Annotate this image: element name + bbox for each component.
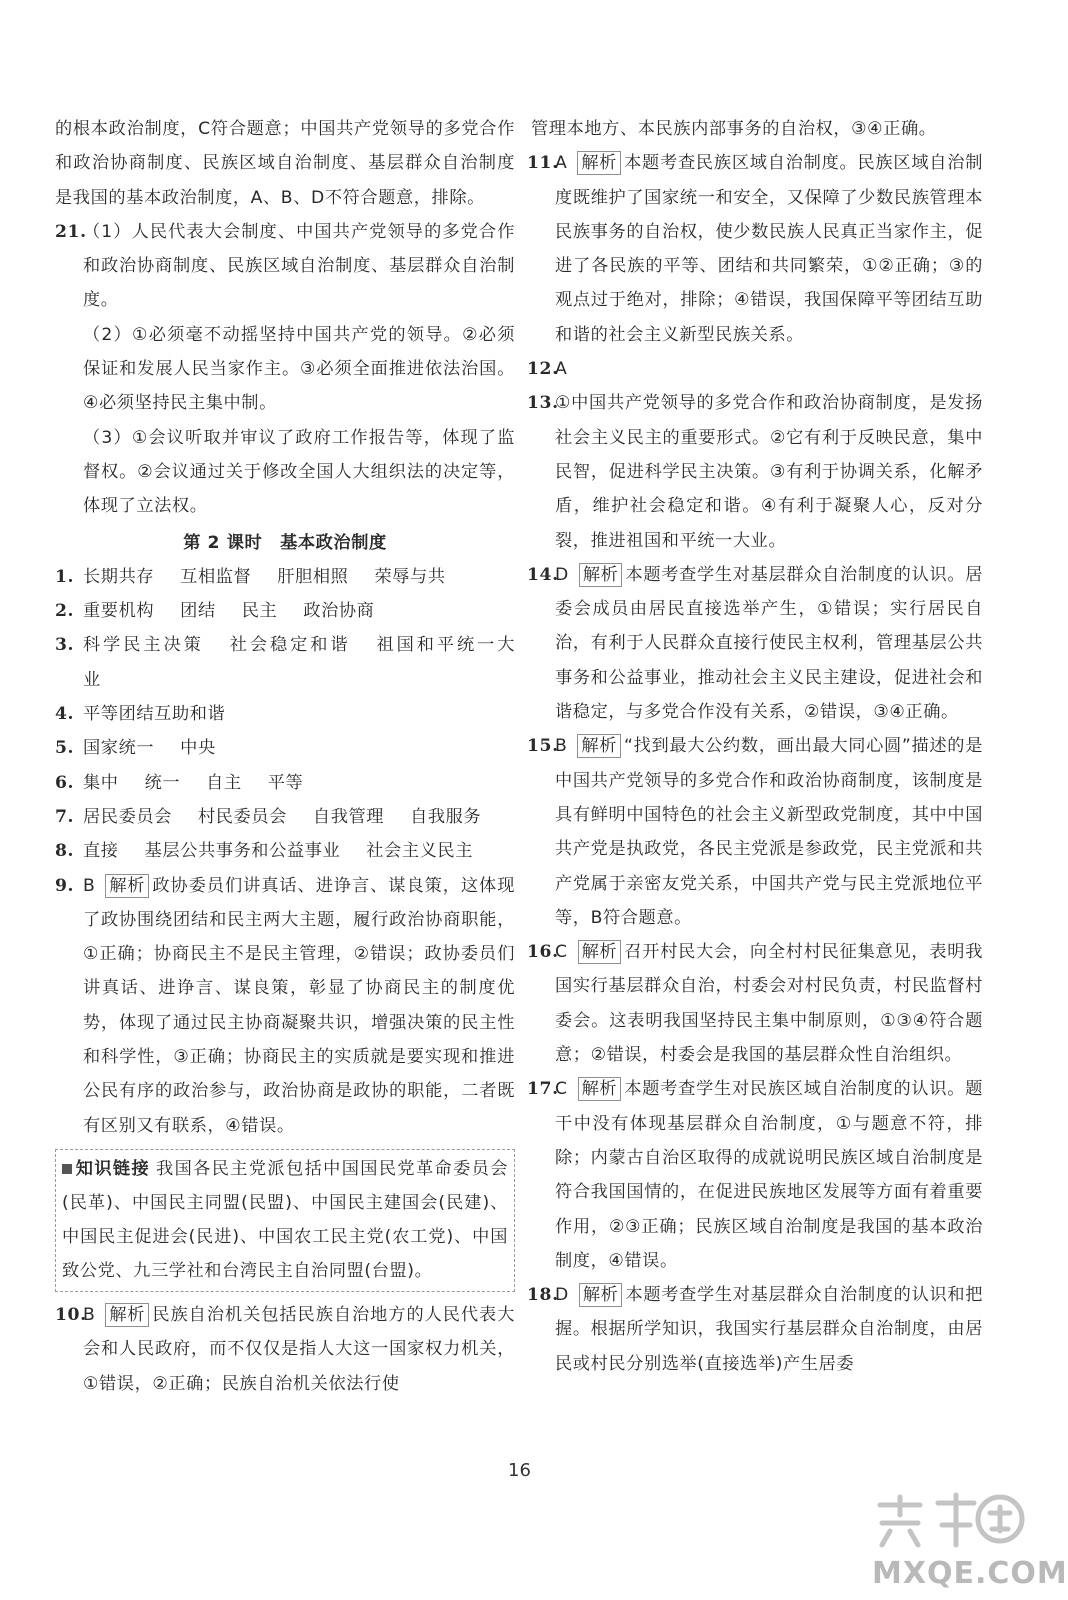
fill-answer: 科学民主决策 xyxy=(83,635,204,656)
fill-answer: 社会主义民主 xyxy=(366,841,473,862)
question-number: 4. xyxy=(55,704,75,725)
analysis-tag: 解析 xyxy=(105,874,149,898)
fill-answer: 中央 xyxy=(180,738,216,759)
analysis-tag: 解析 xyxy=(577,734,621,758)
answer-letter: B xyxy=(555,736,568,757)
question-11 xyxy=(527,146,983,352)
question-number: 1. xyxy=(55,566,75,587)
question-14 xyxy=(527,558,983,729)
fill-answer-item xyxy=(55,594,515,628)
analysis-tag: 解析 xyxy=(578,940,622,964)
left-column xyxy=(55,112,515,1401)
continued-text: 管理本地方、本民族内部事务的自治权，③④正确。 xyxy=(531,119,937,139)
question-10 xyxy=(55,1298,515,1401)
fill-answer-item xyxy=(55,731,515,765)
question-number: 13. xyxy=(527,393,559,414)
analysis-tag: 解析 xyxy=(577,151,621,175)
continued-text: 的根本政治制度，C符合题意；中国共产党领导的多党合作和政治协商制度、民族区域自治制度、基层群众自治制度是我国的基本政治制度，A、B、D不符合题意，排除。 xyxy=(55,119,515,208)
answer-letter: D xyxy=(555,564,569,585)
question-15 xyxy=(527,729,983,935)
page-number: 16 xyxy=(508,1460,531,1481)
answer-letter: D xyxy=(555,1285,569,1306)
analysis-text: 本题考查民族区域自治制度。民族区域自治制度既维护了国家统一和安全，又保障了少数民族管理本民族事务的自治权，使少数民族人民真正当家作主，促进了各民族的平等、团结和共同繁荣，①②正确；③的观点过于绝对，排除；④错误，我国保障平等团结互助和谐的社会主义新型民族关系。 xyxy=(555,153,983,345)
analysis-text: “找到最大公约数，画出最大同心圆”描述的是中国共产党领导的多党合作和政治协商制度，该制度是具有鲜明中国特色的社会主义新型政党制度，其中中国共产党是执政党，各民主党派是参政党，民主党派和共产党属于亲密友党关系，中国共产党与民主党派地位平等，B符合题意。 xyxy=(555,736,983,928)
analysis-text: 政协委员们讲真话、进诤言、谋良策，这体现了政协围绕团结和民主两大主题，履行政治协商职能，①正确；协商民主不是民主管理，②错误；政协委员们讲真话、进诤言、谋良策，彰显了协商民主的制度优势，体现了通过民主协商凝聚共识，增强决策的民主性和科学性，③正确；协商民主的实质就是要实现和推进公民有序的政治参与，政治协商是政协的职能，二者既有区别又有联系，④错误。 xyxy=(83,875,515,1136)
fill-answer: 集中 xyxy=(83,772,119,793)
knowledge-link-label: 知识链接 xyxy=(62,1159,150,1179)
fill-answer: 民主 xyxy=(241,601,278,622)
fill-answer: 祖国和平统一大业 xyxy=(83,635,515,690)
answer-letter: C xyxy=(555,1079,568,1100)
question-number: 8. xyxy=(55,841,75,862)
question-number: 15. xyxy=(527,736,559,757)
analysis-text: 召开村民大会，向全村村民征集意见，表明我国实行基层群众自治，村委会对村民负责，村民监督村委会。这表明我国坚持民主集中制原则，①③④符合题意；②错误，村委会是我国的基层群众性自治组织。 xyxy=(555,942,983,1066)
analysis-tag: 解析 xyxy=(105,1303,149,1327)
question-18 xyxy=(527,1278,983,1381)
fill-answer: 统一 xyxy=(144,772,181,793)
question-number: 3. xyxy=(55,635,75,656)
answer-letter: A xyxy=(555,153,568,174)
analysis-tag: 解析 xyxy=(579,563,623,587)
answer-part-3: （3）①会议听取并审议了政府工作报告等，体现了监督权。②会议通过关于修改全国人大组织法的决定等，体现了立法权。 xyxy=(83,427,515,517)
fill-answer: 重要机构 xyxy=(83,601,155,622)
question-number: 21. xyxy=(55,221,87,242)
fill-answer: 自我服务 xyxy=(410,806,482,827)
analysis-tag: 解析 xyxy=(578,1077,622,1101)
analysis-text: 本题考查学生对民族区域自治制度的认识。题干中没有体现基层群众自治制度，①与题意不符，排除；内蒙古自治区取得的成就说明民族区域自治制度是符合我国国情的，在促进民族地区发展等方面有着重要作用，②③正确；民族区域自治制度是我国的基本政治制度，④错误。 xyxy=(555,1079,983,1271)
fill-answer: 长期共存 xyxy=(83,566,155,587)
answer-part-1: （1）人民代表大会制度、中国共产党领导的多党合作和政治协商制度、民族区域自治制度、基层群众自治制度。 xyxy=(83,221,515,311)
question-number: 14. xyxy=(527,564,559,585)
fill-answer: 直接 xyxy=(83,841,119,862)
fill-answer: 荣辱与共 xyxy=(374,566,446,587)
question-number: 12. xyxy=(527,359,559,380)
fill-answer: 政治协商 xyxy=(303,601,375,622)
question-number: 2. xyxy=(55,601,75,622)
answer-text: ①中国共产党领导的多党合作和政治协商制度，是发扬社会主义民主的重要形式。②它有利于反映民意，集中民智，促进科学民主决策。③有利于协调关系，化解矛盾，维护社会稳定和谐。④有利于凝聚人心，反对分裂，推进祖国和平统一大业。 xyxy=(555,393,983,551)
fill-answer: 互相监督 xyxy=(180,566,252,587)
answer-part-2: （2）①必须毫不动摇坚持中国共产党的领导。②必须保证和发展人民当家作主。③必须全面推进依法治国。④必须坚持民主集中制。 xyxy=(83,324,515,414)
answer-letter: A xyxy=(555,359,568,380)
question-number: 16. xyxy=(527,942,559,963)
question-number: 7. xyxy=(55,806,75,827)
square-bullet-icon xyxy=(62,1164,72,1174)
question-number: 11. xyxy=(527,153,559,174)
fill-answer: 平等 xyxy=(267,772,304,793)
question-number: 6. xyxy=(55,772,75,793)
fill-answer-item xyxy=(55,697,515,731)
question-12 xyxy=(527,352,983,386)
answer-letter: B xyxy=(83,875,96,896)
fill-answer: 自我管理 xyxy=(312,806,385,827)
fill-answer: 自主 xyxy=(206,772,242,793)
question-number: 18. xyxy=(527,1285,559,1306)
fill-answer: 基层公共事务和公益事业 xyxy=(144,841,341,862)
question-number: 10. xyxy=(55,1304,87,1325)
fill-answer: 村民委员会 xyxy=(197,806,287,827)
fill-answer: 团结 xyxy=(180,601,216,622)
fill-answer-item xyxy=(55,800,515,834)
analysis-tag: 解析 xyxy=(579,1283,623,1307)
analysis-text: 本题考查学生对基层群众自治制度的认识和把握。根据所学知识，我国实行基层群众自治制度，由居民或村民分别选举(直接选举)产生居委 xyxy=(555,1285,983,1374)
question-17 xyxy=(527,1072,983,1278)
fill-answer-item xyxy=(55,766,515,800)
right-column xyxy=(527,112,983,1381)
knowledge-link-box xyxy=(55,1149,515,1292)
question-16 xyxy=(527,935,983,1072)
watermark-text: MXQE.COM xyxy=(872,1556,1068,1591)
question-13 xyxy=(527,386,983,557)
question-number: 17. xyxy=(527,1079,559,1100)
analysis-text: 民族自治机关包括民族自治地方的人民代表大会和人民政府，而不仅仅是指人大这一国家权力机关，①错误，②正确；民族自治机关依法行使 xyxy=(83,1304,515,1394)
answer-letter: C xyxy=(555,942,568,963)
fill-answer: 平等团结互助和谐 xyxy=(83,704,226,725)
analysis-text: 本题考查学生对基层群众自治制度的认识。居委会成员由居民直接选举产生，①错误；实行居民自治，有利于人民群众直接行使民主权利，管理基层公共事务和公益事业，推动社会主义民主建设，促进社会和谐稳定，与多党合作没有关系，②错误，③④正确。 xyxy=(555,564,983,723)
fill-answer: 社会稳定和谐 xyxy=(229,635,351,656)
fill-answer: 居民委员会 xyxy=(83,806,172,827)
question-number: 5. xyxy=(55,738,75,759)
question-21 xyxy=(55,215,515,524)
knowledge-link-text: 我国各民主党派包括中国国民党革命委员会(民革)、中国民主同盟(民盟)、中国民主建国会(民建)、中国民主促进会(民进)、中国农工民主党(农工党)、中国致公党、九三学社和台湾民主自治同盟(台盟)。 xyxy=(62,1158,509,1281)
answer-letter: B xyxy=(83,1304,96,1325)
fill-answer-item xyxy=(55,560,515,594)
fill-in-answer-list xyxy=(55,560,515,869)
fill-answer-item xyxy=(55,834,515,868)
fill-answer-item xyxy=(55,628,515,697)
fill-answer: 国家统一 xyxy=(83,738,155,759)
section-title: 第 2 课时 基本政治制度 xyxy=(183,532,387,553)
fill-answer: 肝胆相照 xyxy=(277,566,349,587)
question-9 xyxy=(55,869,515,1143)
question-number: 9. xyxy=(55,875,75,896)
